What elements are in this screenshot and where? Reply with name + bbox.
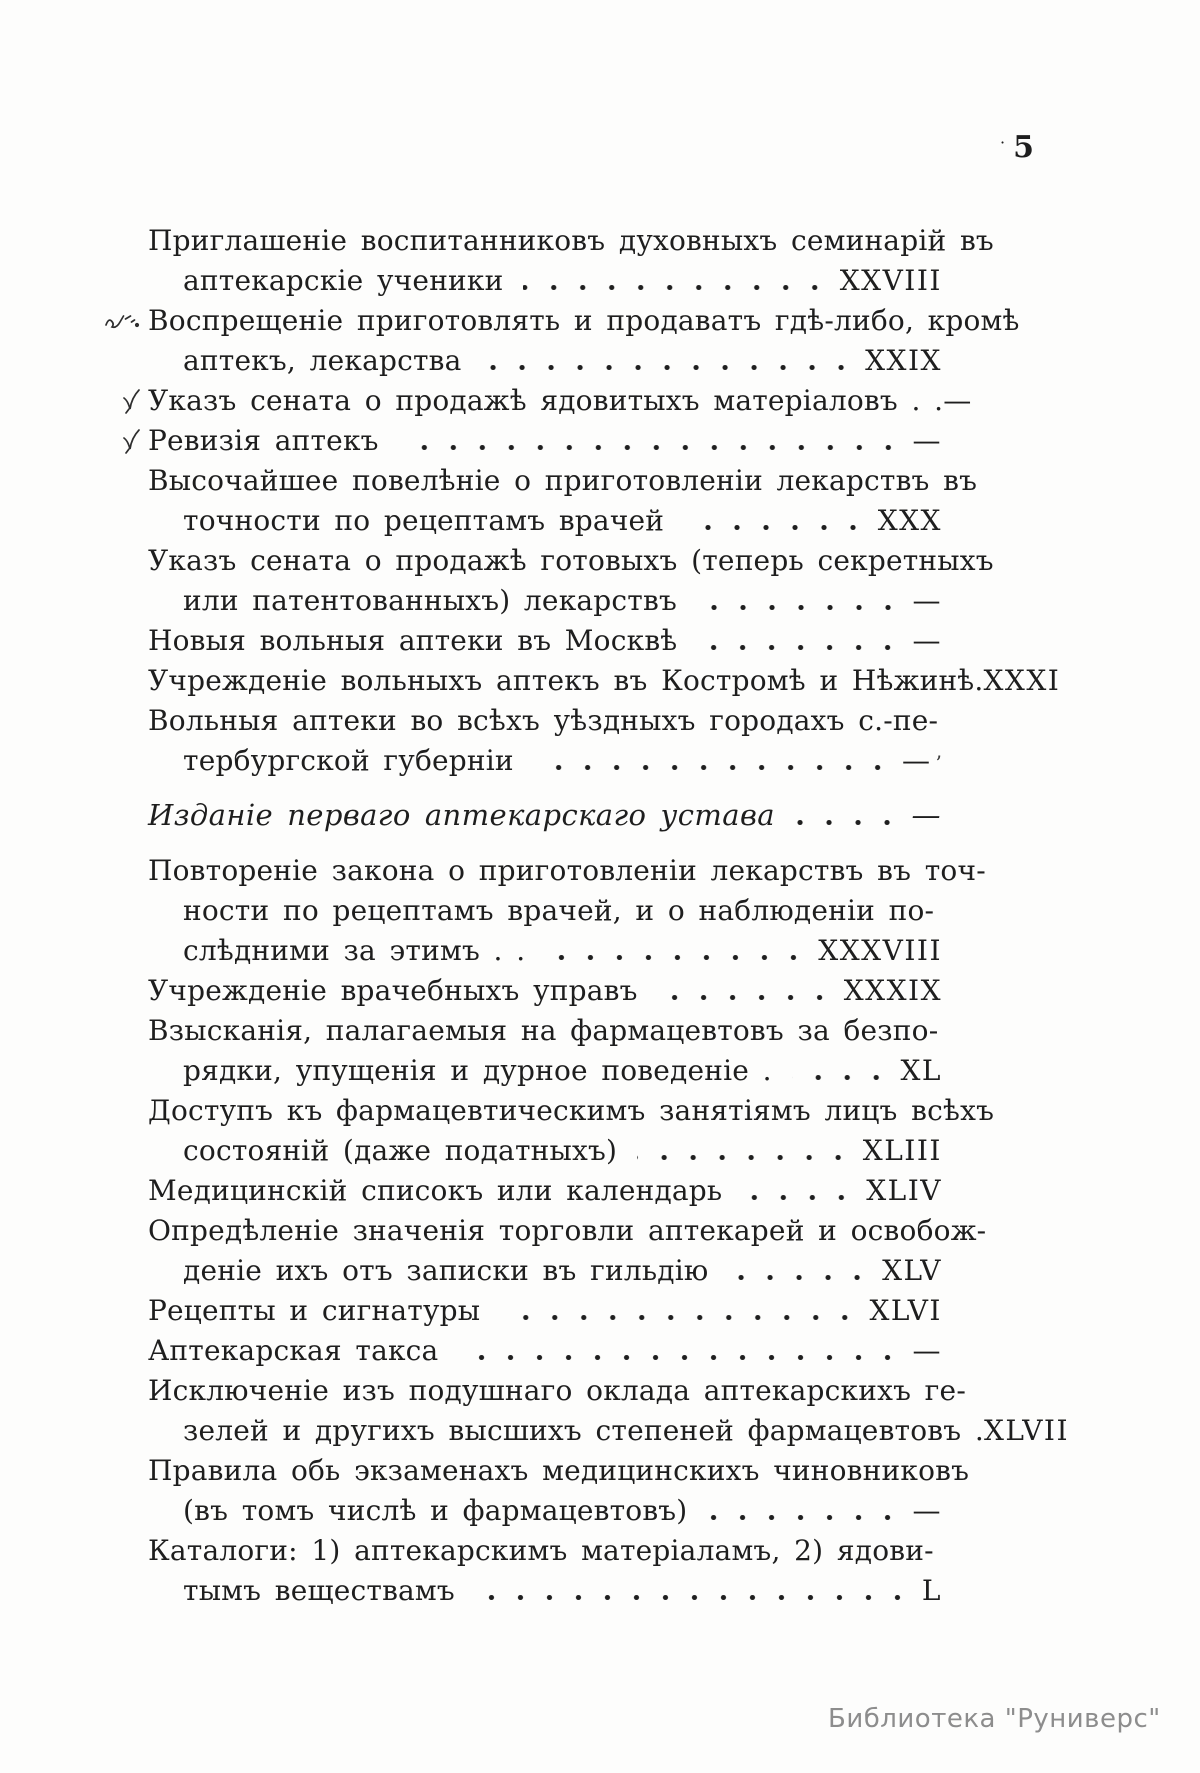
toc-entry-text: Аптекарская такса xyxy=(148,1334,439,1367)
toc-line xyxy=(148,584,942,624)
toc-entry xyxy=(148,1454,970,1534)
toc-line xyxy=(148,224,994,264)
toc-list xyxy=(148,224,1070,1614)
toc-entry-text: Указъ сената о продажѣ ядовитыхъ матеріаловъ . . xyxy=(148,384,944,417)
toc-page-ref: XXX xyxy=(877,504,942,537)
toc-entry xyxy=(148,624,942,664)
toc-entry-text: аптекарскіе ученики xyxy=(183,264,504,297)
toc-page-ref: — xyxy=(912,1494,942,1527)
toc-line xyxy=(148,344,942,384)
toc-entry-text: Доступъ къ фармацевтическимъ занятіямъ лицъ всѣхъ xyxy=(148,1094,995,1127)
toc-line xyxy=(148,504,942,544)
toc-page-ref: XXXVIII xyxy=(818,934,942,967)
toc-entry xyxy=(148,1534,942,1614)
toc-line xyxy=(148,424,942,464)
pencil-check-icon xyxy=(120,389,140,415)
toc-entry-text: Рецепты и сигнатуры xyxy=(148,1294,481,1327)
pencil-squiggle-icon xyxy=(104,309,140,335)
toc-page-ref: — xyxy=(911,798,942,832)
page-number-value: 5 xyxy=(1013,130,1036,165)
toc-entry xyxy=(148,1374,1070,1454)
toc-entry-text: Воспрещеніе приготовлять и продаватъ гдѣ-либо, кромѣ xyxy=(148,304,1020,337)
toc-entry-text: Высочайшее повелѣніе о приготовленіи лекарствъ въ xyxy=(148,464,978,497)
toc-line xyxy=(148,384,973,424)
toc-entry-text: ности по рецептамъ врачей, и о наблюденіи по- xyxy=(183,894,935,927)
toc-page-ref: XLV xyxy=(882,1254,942,1287)
toc-line xyxy=(148,1094,995,1134)
dot-leader xyxy=(792,1075,891,1080)
toc-page-ref: L xyxy=(921,1574,942,1607)
toc-entry xyxy=(148,798,942,838)
toc-entry xyxy=(148,544,994,624)
toc-entry-text: состояній (даже податныхъ) xyxy=(183,1134,618,1167)
toc-entry-text: Повтореніе закона о приготовленіи лекарствъ въ точ- xyxy=(148,854,986,887)
dot-leader xyxy=(534,765,892,770)
dot-leader xyxy=(458,1355,902,1360)
toc-line xyxy=(148,1174,942,1214)
toc-entry-text: Опредѣленіе значенія торговли аптекарей и освобож- xyxy=(148,1214,987,1247)
dot-leader xyxy=(475,1595,912,1600)
toc-page-ref: XL xyxy=(900,1054,942,1087)
toc-entry-text: деніе ихъ отъ записки въ гильдію xyxy=(183,1254,709,1287)
toc-page-ref: — xyxy=(943,384,973,417)
toc-entry-text: точности по рецептамъ врачей xyxy=(183,504,665,537)
toc-entry-text: Исключеніе изъ подушнаго оклада аптекарскихъ ге- xyxy=(148,1374,966,1407)
toc-line xyxy=(148,1254,942,1294)
toc-entry-text: тымъ веществамъ xyxy=(183,1574,455,1607)
toc-entry xyxy=(148,304,1020,384)
dot-leader xyxy=(545,955,808,960)
dot-leader xyxy=(482,365,856,370)
dot-leader xyxy=(795,820,902,825)
toc-page-ref: XXVIII xyxy=(839,264,942,297)
toc-line xyxy=(148,1294,942,1334)
toc-line xyxy=(148,664,1061,704)
toc-line xyxy=(148,624,942,664)
toc-page-ref: XXXI xyxy=(983,664,1061,697)
dot-leader xyxy=(684,525,868,530)
page-number xyxy=(1000,130,1036,165)
dot-leader xyxy=(637,1155,853,1160)
toc-page-ref: — xyxy=(912,424,942,457)
toc-line xyxy=(148,704,942,744)
toc-line xyxy=(148,544,994,584)
toc-page-ref: XLVI xyxy=(869,1294,942,1327)
dot-leader xyxy=(523,285,829,290)
toc-line xyxy=(148,1054,942,1094)
toc-page-ref: — xyxy=(912,584,942,617)
toc-line xyxy=(148,1454,970,1494)
toc-entry-text: зелей и другихъ высшихъ степеней фармацевтовъ . xyxy=(183,1414,984,1447)
toc-entry xyxy=(148,464,978,544)
toc-entry-text: Правила обь экзаменахъ медицинскихъ чиновниковъ xyxy=(148,1454,970,1487)
toc-entry-text: Учрежденіе врачебныхъ управъ xyxy=(148,974,638,1007)
toc-entry-text: аптекъ, лекарства xyxy=(183,344,462,377)
toc-line xyxy=(148,798,942,838)
toc-line xyxy=(148,464,978,504)
toc-entry xyxy=(148,424,942,464)
toc-entry xyxy=(148,224,994,304)
dot-leader xyxy=(658,995,834,1000)
dot-leader xyxy=(707,1515,902,1520)
toc-entry xyxy=(148,1334,942,1374)
toc-line xyxy=(148,1214,987,1254)
toc-page-ref: — xyxy=(912,1334,942,1367)
toc-entry xyxy=(148,854,986,974)
toc-line xyxy=(148,1334,942,1374)
toc-entry xyxy=(148,384,973,424)
dot-leader xyxy=(697,645,902,650)
toc-line xyxy=(148,1014,942,1054)
toc-line xyxy=(148,974,942,1014)
toc-entry xyxy=(148,1014,942,1094)
stray-ink-mark: · xyxy=(1000,133,1008,152)
toc-entry-text: Новыя вольныя аптеки въ Москвѣ xyxy=(148,624,678,657)
stray-ink-mark: ’ xyxy=(935,751,942,775)
pencil-check-icon xyxy=(120,429,140,455)
toc-entry-text: Ревизія аптекъ xyxy=(148,424,379,457)
toc-entry-text: Приглашеніе воспитанниковъ духовныхъ семинарій въ xyxy=(148,224,994,257)
dot-leader xyxy=(399,445,903,450)
toc-line xyxy=(148,934,942,974)
toc-page-ref: — xyxy=(901,744,932,777)
toc-entry xyxy=(148,704,942,784)
toc-entry-text: или патентованныхъ) лекарствъ xyxy=(183,584,677,617)
dot-leader xyxy=(697,605,903,610)
toc-line xyxy=(148,304,1020,344)
toc-entry xyxy=(148,1174,942,1214)
toc-entry xyxy=(148,1214,987,1294)
toc-entry xyxy=(148,1094,995,1174)
toc-line xyxy=(148,264,942,304)
toc-line xyxy=(148,894,942,934)
toc-line xyxy=(148,1414,1070,1454)
toc-page-ref: XLVII xyxy=(983,1414,1070,1447)
toc-entry-text: Медицинскій списокъ или календарь xyxy=(148,1174,723,1207)
toc-entry-text: (въ томъ числѣ и фармацевтовъ) xyxy=(183,1494,688,1527)
toc-entry xyxy=(148,664,1061,704)
dot-leader xyxy=(742,1195,856,1200)
toc-entry-text: рядки, упущенія и дурное поведеніе . xyxy=(183,1054,772,1087)
toc-line xyxy=(148,854,986,894)
toc-page-ref: XXXIX xyxy=(843,974,942,1007)
toc-page-ref: — xyxy=(912,624,942,657)
toc-entry-text: слѣдними за этимъ . . xyxy=(183,934,526,967)
toc-line xyxy=(148,1134,942,1174)
toc-page-ref: XLIII xyxy=(862,1134,942,1167)
toc-line xyxy=(148,1374,966,1414)
toc-entry xyxy=(148,1294,942,1334)
toc-page-ref: XLIV xyxy=(866,1174,942,1207)
toc-line xyxy=(148,1534,942,1574)
toc-entry xyxy=(148,974,942,1014)
toc-page-ref: XXIX xyxy=(865,344,942,377)
toc-entry-text: Вольныя аптеки во всѣхъ уѣздныхъ городахъ с.-пе- xyxy=(148,704,939,737)
toc-entry-text: Изданіе перваго аптекарскаго устава xyxy=(148,798,775,832)
toc-entry-text: Указъ сената о продажѣ готовыхъ (теперь секретныхъ xyxy=(148,544,994,577)
dot-leader xyxy=(500,1315,859,1320)
toc-line xyxy=(148,744,942,784)
dot-leader xyxy=(728,1275,872,1280)
toc-line xyxy=(148,1574,942,1614)
toc-entry-text: Взысканія, палагаемыя на фармацевтовъ за безпо- xyxy=(148,1014,939,1047)
toc-line xyxy=(148,1494,942,1534)
toc-entry-text: тербургской губерніи xyxy=(183,744,514,777)
toc-entry-text: Учрежденіе вольныхъ аптекъ въ Костромѣ и Нѣжинѣ. xyxy=(148,664,984,697)
toc-entry-text: Каталоги: 1) аптекарскимъ матеріаламъ, 2) ядови- xyxy=(148,1534,934,1567)
library-watermark: Библиотека "Руниверс" xyxy=(828,1704,1161,1734)
